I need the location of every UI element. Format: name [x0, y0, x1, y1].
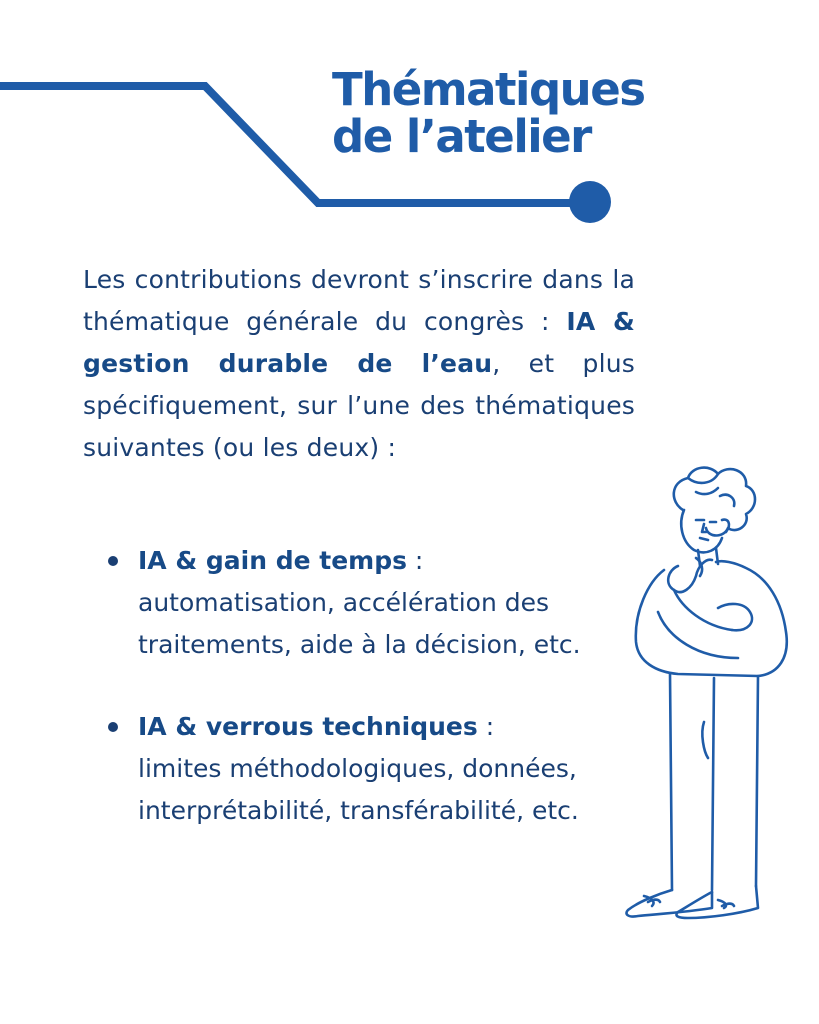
bullet-icon — [108, 556, 118, 566]
theme-title: IA & verrous techniques — [138, 712, 478, 741]
theme-item — [108, 706, 628, 832]
page-title — [332, 63, 645, 163]
theme-separator: : — [477, 712, 495, 741]
theme-title: IA & gain de temps — [138, 546, 407, 575]
theme-item — [108, 540, 628, 666]
theme-list — [108, 540, 628, 872]
thinking-person-illustration — [608, 462, 798, 922]
intro-text-end: , et plus spécifiquement, sur l’une des thématiques suivantes (ou les deux) : — [83, 349, 635, 462]
title-line-2: de l’atelier — [332, 110, 591, 163]
intro-paragraph — [83, 259, 635, 469]
intro-text: Les contributions devront s’inscrire dans la thématique générale du congrès : — [83, 265, 635, 336]
theme-separator: : — [406, 546, 424, 575]
intro-highlight: IA & gestion durable de l’eau — [83, 307, 635, 378]
bullet-icon — [108, 722, 118, 732]
theme-description: limites méthodologiques, données, interprétabilité, transférabilité, etc. — [138, 754, 579, 825]
theme-description: automatisation, accélération des traitements, aide à la décision, etc. — [138, 588, 581, 659]
title-line-1: Thématiques — [332, 63, 645, 116]
